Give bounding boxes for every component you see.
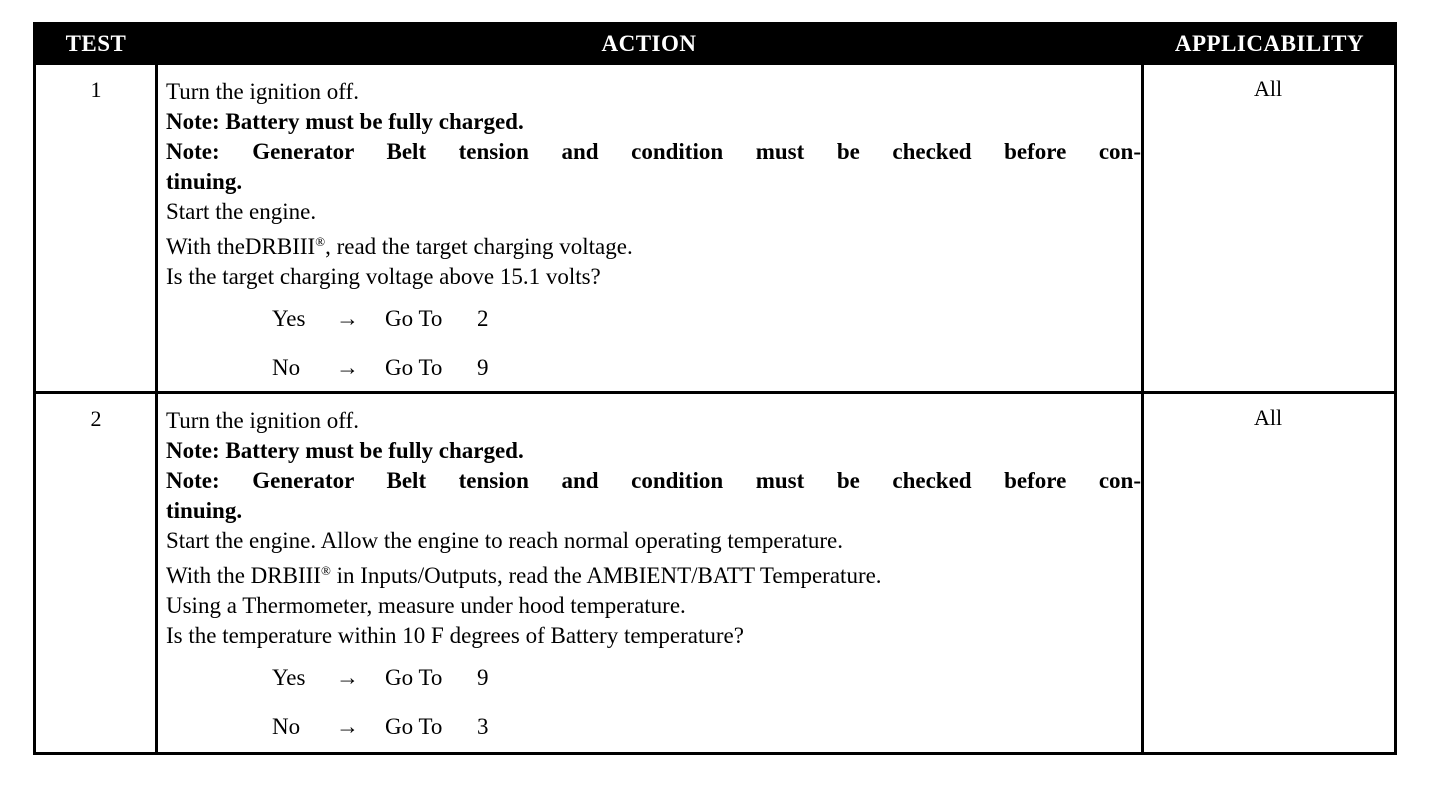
goto-label: Go To xyxy=(385,714,443,739)
applicability-cell: All xyxy=(1253,76,1283,101)
test-number: 2 xyxy=(90,406,102,431)
note-line: tinuing. xyxy=(166,169,243,194)
question-line: Is the target charging voltage above 15.1 volts? xyxy=(166,264,601,289)
action-line: With theDRBIII®, read the target charging voltage. xyxy=(166,234,633,259)
question-line: Is the temperature within 10 F degrees of Battery temperature? xyxy=(166,623,744,648)
arrow-icon: → xyxy=(336,714,359,739)
choice-answer: Yes xyxy=(272,665,306,690)
header-action: ACTION xyxy=(601,31,697,56)
action-line: Turn the ignition off. xyxy=(166,79,359,104)
goto-target: 9 xyxy=(477,355,489,380)
goto-label: Go To xyxy=(385,306,443,331)
goto-target: 9 xyxy=(477,665,489,690)
action-line: Using a Thermometer, measure under hood temperature. xyxy=(166,593,686,618)
note-line: tinuing. xyxy=(166,498,243,523)
table-header xyxy=(36,25,1394,65)
table-row xyxy=(36,65,1394,391)
goto-target: 3 xyxy=(477,714,489,739)
choice-answer: No xyxy=(272,355,301,380)
note-line: Note: Battery must be fully charged. xyxy=(166,438,524,463)
goto-label: Go To xyxy=(385,355,443,380)
choice-answer: Yes xyxy=(272,306,306,331)
diagnostic-table xyxy=(33,22,1397,755)
goto-label: Go To xyxy=(385,665,443,690)
table-row xyxy=(36,394,1394,752)
arrow-icon: → xyxy=(336,665,359,690)
note-line: Note: Generator Belt tension and condition must be checked before con- xyxy=(166,468,1141,493)
action-line: With the DRBIII® in Inputs/Outputs, read the AMBIENT/BATT Temperature. xyxy=(166,563,882,588)
test-number: 1 xyxy=(90,77,102,102)
header-test: TEST xyxy=(65,31,127,56)
arrow-icon: → xyxy=(336,306,359,331)
applicability-cell: All xyxy=(1253,405,1283,430)
choice-yes xyxy=(272,292,1141,341)
choice-yes xyxy=(272,651,1141,700)
choice-no xyxy=(272,700,1141,749)
choice-answer: No xyxy=(272,714,301,739)
action-line: Start the engine. xyxy=(166,199,317,224)
header-applicability: APPLICABILITY xyxy=(1174,31,1365,56)
action-cell xyxy=(166,77,1141,390)
note-line: Note: Battery must be fully charged. xyxy=(166,109,524,134)
action-line: Start the engine. Allow the engine to reach normal operating temperature. xyxy=(166,528,843,553)
choice-no xyxy=(272,341,1141,390)
arrow-icon: → xyxy=(336,355,359,380)
note-line: Note: Generator Belt tension and condition must be checked before con- xyxy=(166,139,1141,164)
action-cell xyxy=(166,406,1141,749)
goto-target: 2 xyxy=(477,306,489,331)
action-line: Turn the ignition off. xyxy=(166,408,359,433)
